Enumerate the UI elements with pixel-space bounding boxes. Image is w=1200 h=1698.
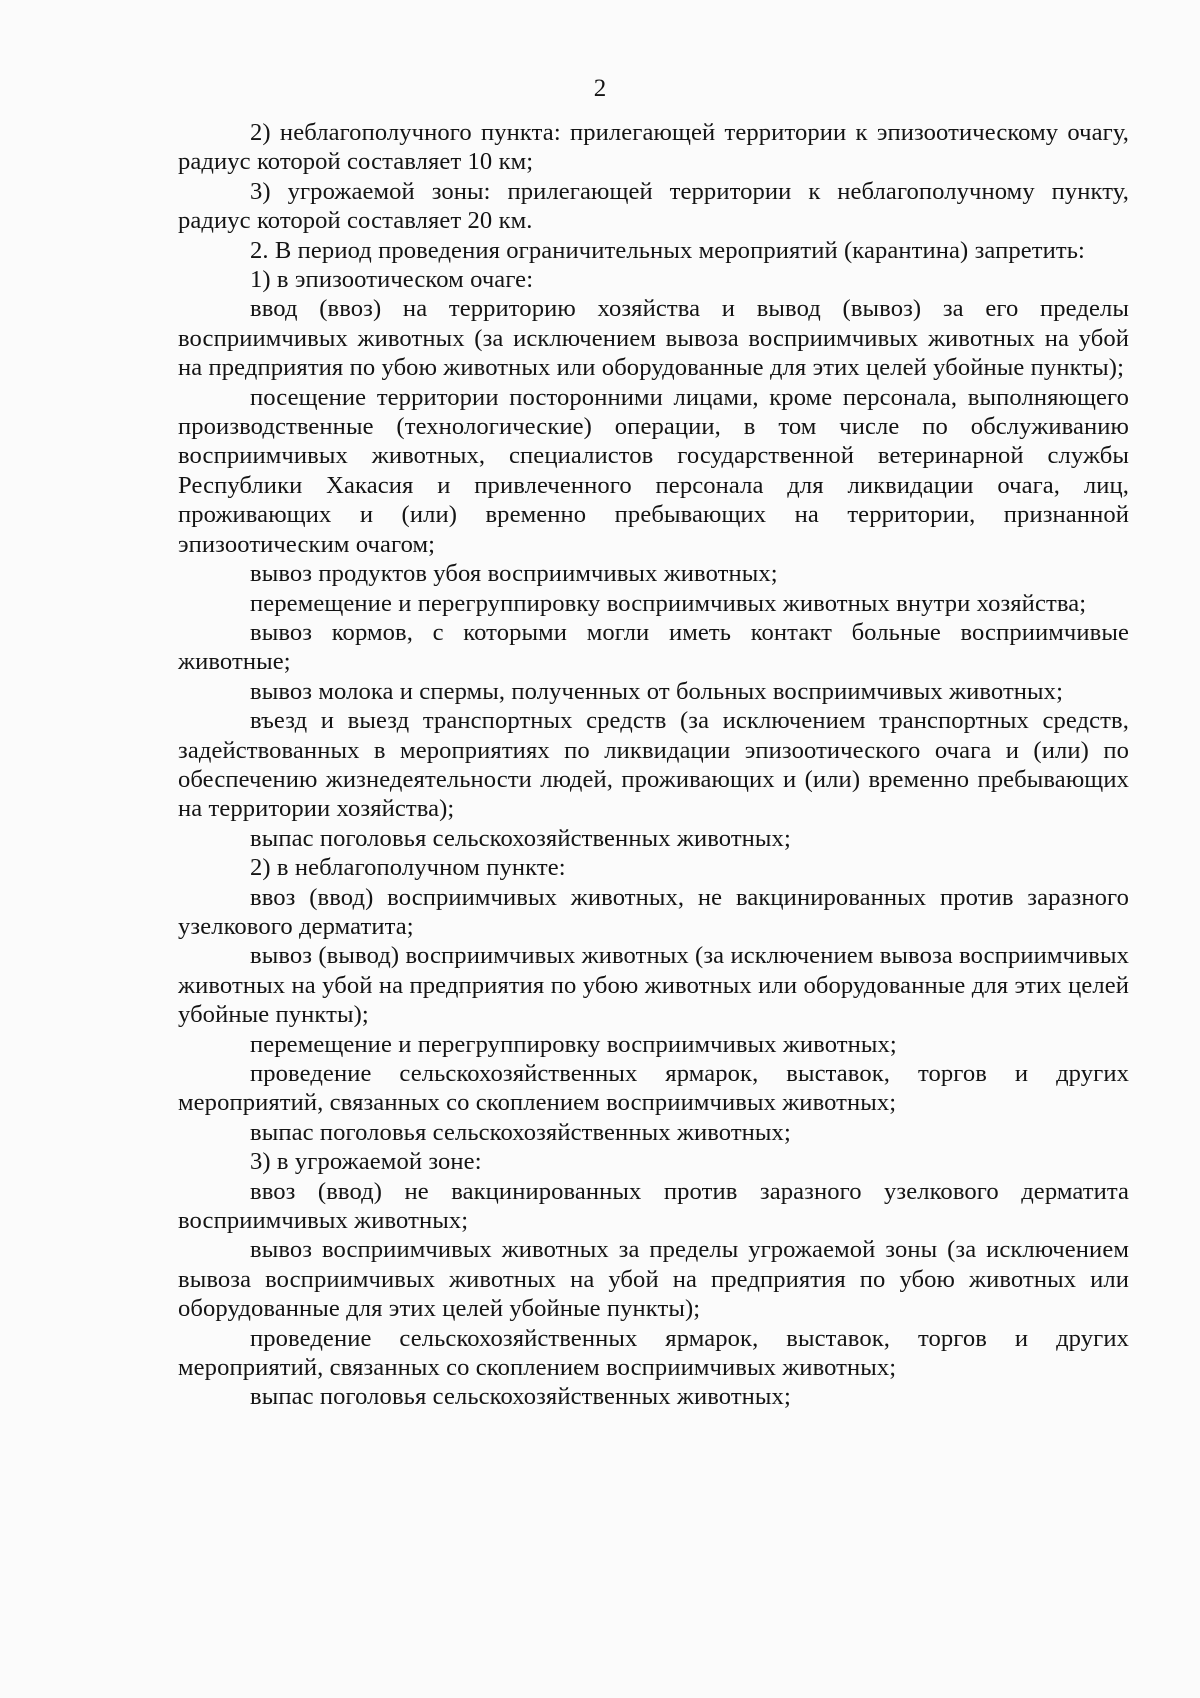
paragraph-section-unfavorable-point: 2) в неблагополучном пункте:: [250, 854, 566, 882]
paragraph-section-focus: 1) в эпизоотическом очаге:: [250, 266, 534, 294]
paragraph-focus-item-4: перемещение и перегруппировку восприимчивых животных внутри хозяйства;: [250, 589, 1087, 617]
paragraph-point-item-1: ввоз (ввод) восприимчивых животных, не вакцинированных против заразного узелкового дерматита;: [178, 883, 1129, 940]
paragraph-focus-item-3: вывоз продуктов убоя восприимчивых животных;: [250, 560, 778, 588]
paragraph-zone-item-4: выпас поголовья сельскохозяйственных животных;: [250, 1383, 791, 1411]
paragraph-focus-item-6: вывоз молока и спермы, полученных от больных восприимчивых животных;: [250, 677, 1064, 705]
paragraph-section-threatened-zone: 3) в угрожаемой зоне:: [250, 1148, 482, 1176]
paragraph-point-item-5: выпас поголовья сельскохозяйственных животных;: [250, 1118, 791, 1146]
paragraph-point-item-3: перемещение и перегруппировку восприимчивых животных;: [250, 1030, 897, 1058]
paragraph-focus-item-5: вывоз кормов, с которыми могли иметь контакт больные восприимчивые животные;: [178, 618, 1129, 676]
paragraph-zone-threatened: 3) угрожаемой зоны: прилегающей территории к неблагополучному пункту, радиус которой составляет 20 км.: [178, 177, 1129, 235]
paragraph-focus-item-8: выпас поголовья сельскохозяйственных животных;: [250, 824, 791, 852]
paragraph-focus-item-7: въезд и выезд транспортных средств (за исключением транспортных средств, задействованных в мероприятиях по ликвидации эпизоотического очага и (или) по обеспечению жизнедеятельности людей, проживающих и (или) временно пребывающих на территории хозяйства);: [178, 707, 1129, 823]
document-body: [178, 118, 1129, 1412]
paragraph-point-item-2: вывоз (вывод) восприимчивых животных (за исключением вывоза восприимчивых животных на убой на предприятия по убою животных или оборудованные для этих целей убойные пункты);: [178, 942, 1129, 1029]
paragraph-zone-item-2: вывоз восприимчивых животных за пределы угрожаемой зоны (за исключением вывоза восприимчивых животных на убой на предприятия по убою животных или оборудованные для этих целей убойные пункты);: [178, 1236, 1129, 1323]
paragraph-zone-item-3: проведение сельскохозяйственных ярмарок, выставок, торгов и других мероприятий, связанных со скоплением восприимчивых животных;: [178, 1324, 1129, 1382]
paragraph-prohibition-intro: 2. В период проведения ограничительных мероприятий (карантина) запретить:: [250, 236, 1085, 264]
paragraph-zone-item-1: ввоз (ввод) не вакцинированных против заразного узелкового дерматита восприимчивых животных;: [178, 1177, 1129, 1235]
paragraph-focus-item-2: посещение территории посторонними лицами, кроме персонала, выполняющего производственные (технологические) операции, в том числе по обслуживанию восприимчивых животных, специалистов государственной ветеринарной службы Республики Хакасия и привлеченного персонала для ликвидации очага, лиц, проживающих и (или) временно пребывающих на территории, признанной эпизоотическим очагом;: [178, 383, 1129, 558]
paragraph-zone-unfavorable-point: 2) неблагополучного пункта: прилегающей территории к эпизоотическому очагу, радиус которой составляет 10 км;: [178, 119, 1129, 176]
paragraph-focus-item-1: ввод (ввоз) на территорию хозяйства и вывод (вывоз) за его пределы восприимчивых животных (за исключением вывоза восприимчивых животных на убой на предприятия по убою животных или оборудованные для этих целей убойные пункты);: [178, 295, 1129, 382]
paragraph-point-item-4: проведение сельскохозяйственных ярмарок, выставок, торгов и других мероприятий, связанных со скоплением восприимчивых животных;: [178, 1060, 1129, 1117]
page-number: 2: [593, 75, 607, 102]
